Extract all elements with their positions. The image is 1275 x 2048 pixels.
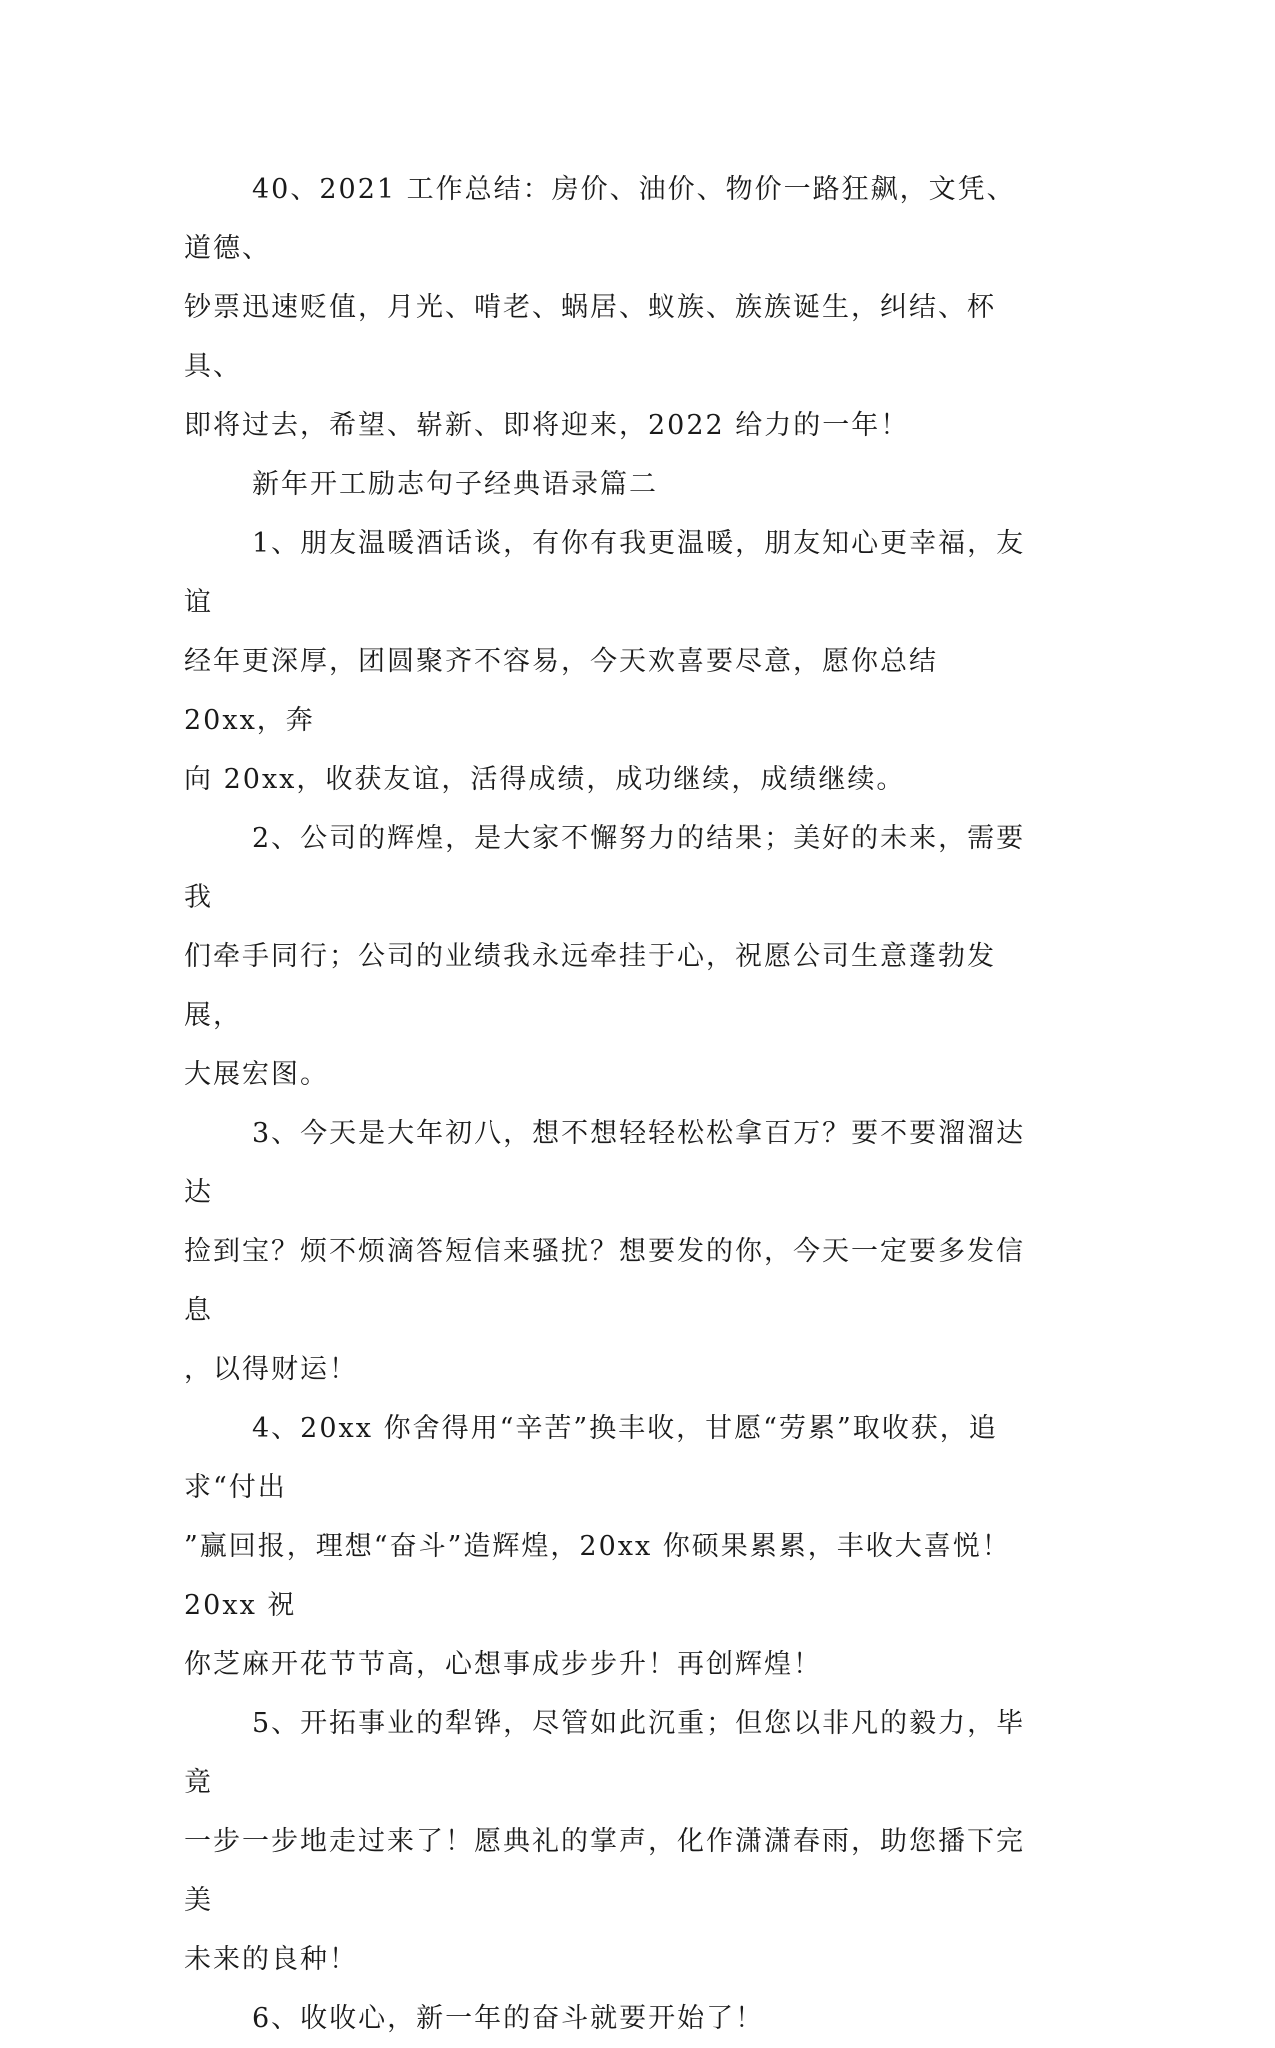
paragraph-2: 2、公司的辉煌，是大家不懈努力的结果；美好的未来，需要我 们牵手同行；公司的业绩我永远牵挂于心，祝愿公司生意蓬勃发展， 大展宏图。 [184,823,1026,1090]
paragraph-3: 3、今天是大年初八，想不想轻轻松松拿百万？要不要溜溜达达 捡到宝？烦不烦滴答短信来骚扰？想要发的你，今天一定要多发信息 ，以得财运！ [184,1118,1026,1385]
paragraph-6: 6、收收心，新一年的奋斗就要开始了！ [252,2003,765,2034]
paragraph-1: 1、朋友温暖酒话谈，有你有我更温暖，朋友知心更幸福，友谊 经年更深厚，团圆聚齐不容易，今天欢喜要尽意，愿你总结 20xx，奔 向 20xx，收获友谊，活得成绩，成功继续，成绩继续。 [184,528,1026,795]
document-body [184,160,1044,2048]
paragraph-4: 4、20xx 你舍得用“辛苦”换丰收，甘愿“劳累”取收获，追求“付出 ”赢回报，理想“奋斗”造辉煌，20xx 你硕果累累，丰收大喜悦！20xx 祝 你芝麻开花节节高，心想事成步步升！再创辉煌！ [184,1413,1011,1680]
section-heading: 新年开工励志句子经典语录篇二 [252,469,658,500]
paragraph-5: 5、开拓事业的犁铧，尽管如此沉重；但您以非凡的毅力，毕竟 一步一步地走过来了！愿典礼的掌声，化作潇潇春雨，助您播下完美 未来的良种！ [184,1708,1026,1975]
paragraph-40: 40、2021 工作总结：房价、油价、物价一路狂飙，文凭、道德、 钞票迅速贬值，月光、啃老、蜗居、蚁族、族族诞生，纠结、杯具、 即将过去，希望、崭新、即将迎来，2022 给力的一年！ [184,174,1016,441]
